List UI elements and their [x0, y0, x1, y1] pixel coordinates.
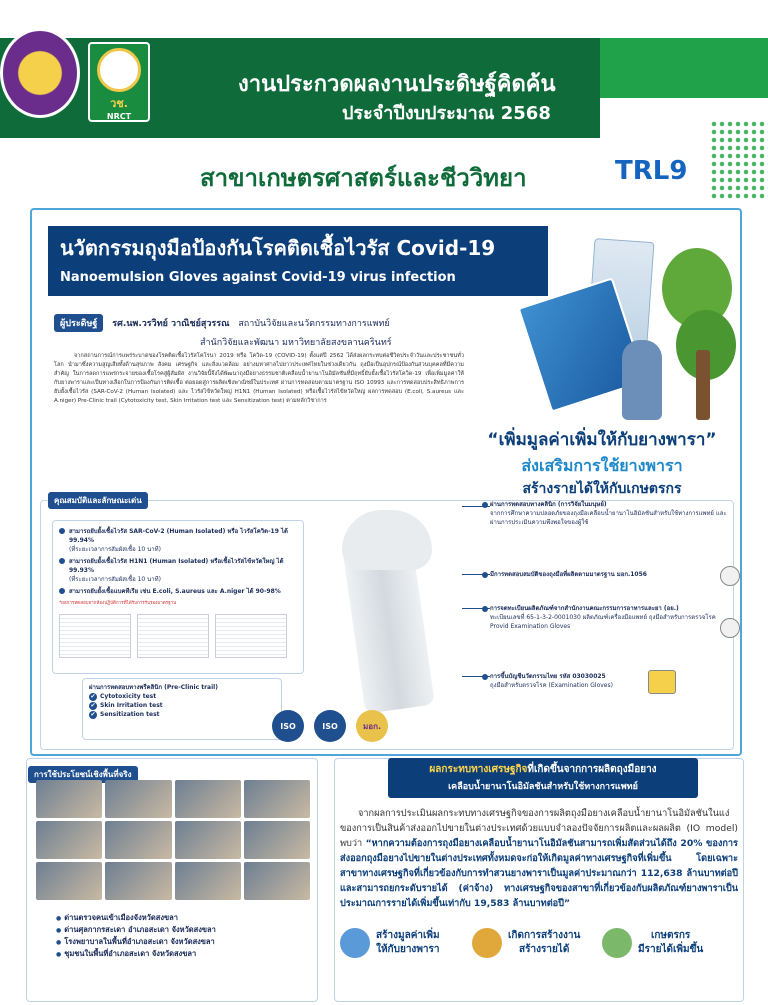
right-feature-title: การจดทะเบียนผลิตภัณฑ์จากสำนักงานคณะกรรมการอาหารและยา (อย.) [490, 605, 679, 612]
economic-text: จากผลการประเมินผลกระทบทางเศรษฐกิจของการผลิตถุงมือยางเคลือบน้ำยานาโนอิมัลชันในแง่ของการเป็นสินค้าส่งออกไปขายในต่างประเทศด้วยแบบจำลองปัจจัยการผลิตและผลผลิต (IO model) พบว่า [340, 808, 738, 849]
money-icon [472, 928, 502, 958]
right-feature-title: มีการทดสอบสมบัติของถุงมือที่ผลิตตามมาตรฐาน มอก.1056 [490, 571, 647, 578]
usage-photo [36, 862, 102, 900]
benefit-line1: เกษตรกร [650, 930, 691, 941]
inventor-org1: สถาบันวิจัยและนวัตกรรมทางการแพทย์ [238, 319, 390, 329]
usage-photo [105, 862, 171, 900]
right-feature-item [490, 500, 730, 527]
header-title-line1: งานประกวดผลงานประดิษฐ์คิดค้น [238, 72, 556, 97]
feature-main: สามารถยับยั้งเชื้อไวรัส SAR-CoV-2 (Human Isolated) หรือ ไวรัสโควิด-19 ได้ 99.94% [69, 528, 288, 544]
right-feature-item [490, 570, 730, 579]
features-note: *ผลการทดสอบจากห้องปฏิบัติการที่ได้รับการรับรองมาตรฐาน [59, 601, 177, 606]
feature-item [59, 587, 297, 596]
usage-photo [36, 780, 102, 818]
report-thumbnail [137, 614, 209, 658]
inventor-block [54, 314, 454, 349]
usage-photo [244, 780, 310, 818]
thai-innovation-logo-icon [648, 670, 676, 694]
usage-place: ● ชุมชนในพื้นที่อำเภอสะเดา จังหวัดสงขลา [56, 948, 216, 960]
tisi-mark-icon [720, 566, 740, 586]
usage-photo [175, 780, 241, 818]
preclinic-title: ผ่านการทดสอบทางพรีคลินิก (Pre-Clinic trail) [89, 684, 218, 691]
gloved-hand-image [312, 510, 462, 710]
usage-place: ● ด่านศุลกากรสะเดา อำเภอสะเดา จังหวัดสงขลา [56, 924, 216, 936]
benefit-line2: สร้างรายได้ [518, 944, 570, 955]
economic-title-highlight: ผลกระทบทางเศรษฐกิจ [429, 764, 528, 775]
usage-photo-grid [36, 780, 310, 900]
inventor-name: รศ.นพ.วรวิทย์ วาณิชย์สุวรรณ [112, 319, 230, 329]
right-feature-title: ผ่านการทดสอบทางคลินิก (การวิจัยในมนุษย์) [490, 501, 607, 508]
feature-sub: (ที่ระยะเวลาการสัมผัสเชื้อ 10 นาที) [69, 576, 161, 583]
header-bar-accent [600, 38, 768, 98]
usage-photo [175, 862, 241, 900]
glove-fingers [342, 510, 432, 570]
tisi-logo-icon: มอก. [356, 710, 388, 742]
benefit-item [472, 928, 580, 958]
right-feature-text: จากการศึกษาความปลอดภัยของถุงมือเคลือบน้ำยานาโนอิมัลชันสำหรับใช้ทางการแพทย์ และผ่านการประเมินความพึงพอใจของผู้ใช้ [490, 510, 727, 526]
right-feature-text: ถุงมือสำหรับตรวจโรค (Examination Gloves) [490, 682, 613, 689]
nrct-logo [88, 42, 150, 122]
category-subtitle: สาขาเกษตรศาสตร์และชีววิทยา [200, 164, 527, 192]
preclinic-item: ✔ Cytotoxicity test [89, 692, 275, 701]
nrct-logo-sub: NRCT [106, 112, 132, 121]
university-logo [0, 28, 80, 118]
feature-sub: (ที่ระยะเวลาการสัมผัสเชื้อ 10 นาที) [69, 546, 161, 553]
feature-item [59, 557, 297, 584]
iso-logo-icon: ISO [314, 710, 346, 742]
economic-title-rest: ที่เกิดขึ้นจากการผลิตถุงมือยาง [527, 764, 657, 775]
economic-title [388, 758, 698, 798]
usage-photo [105, 780, 171, 818]
header-title-line2: ประจำปีงบประมาณ 2568 [342, 103, 551, 124]
rubber-icon [340, 928, 370, 958]
slogan-sub2: สร้างรายได้ให้กับเกษตรกร [522, 481, 682, 497]
fda-logo-icon [720, 618, 740, 638]
economic-text-highlight: “หากความต้องการถุงมือยางเคลือบน้ำยานาโนอิมัลชันสามารถเพิ่มสัดส่วนได้ถึง 20% ของการส่งออกถุงมือยางไปขายในต่างประเทศทั้งหมดจะก่อให้เกิดมูลค่าทางเศรษฐกิจที่เพิ่มขึ้น โดยเฉพาะสาขาทางเศรษฐกิจที่เกี่ยวข้องกับการทำสวนยางพาราเป็นมูลค่าประมาณกว่า 112,638 ล้านบาทต่อปี และสามารถยกระดับรายได้ (ค่าจ้าง) ทางเศรษฐกิจของสาขาที่เกี่ยวข้องกับผลิตภัณฑ์ยางพาราเป็นประมาณการรายได้เพิ่มขึ้นเท่ากับ 19,583 ล้านบาทต่อปี” [340, 838, 738, 909]
report-thumbnail [59, 614, 131, 658]
iso-logo-icon: ISO [272, 710, 304, 742]
product-image [482, 240, 732, 420]
benefit-item [340, 928, 440, 958]
benefit-line1: เกิดการสร้างงาน [508, 930, 581, 941]
right-feature-item [490, 672, 730, 690]
report-thumbnail [215, 614, 287, 658]
certification-logos [272, 710, 388, 742]
nrct-logo-text: วช. [110, 97, 128, 110]
benefit-line2: มีรายได้เพิ่มขึ้น [638, 944, 704, 955]
poster-title-th: นวัตกรรมถุงมือป้องกันโรคติดเชื้อไวรัส Covid-19 [60, 236, 496, 260]
right-feature-title: การขึ้นบัญชีนวัตกรรมไทย รหัส 03030025 [490, 673, 606, 680]
usage-tag: การใช้ประโยชน์เชิงพื้นที่จริง [28, 766, 138, 783]
header [0, 0, 768, 150]
usage-photo [244, 862, 310, 900]
benefit-line2: ให้กับยางพารา [376, 944, 440, 955]
economic-paragraph [340, 806, 738, 911]
usage-place: ● โรงพยาบาลในพื้นที่อำเภอสะเดา จังหวัดสงขลา [56, 936, 216, 948]
preclinic-item: ✔ Sensitization test [89, 710, 275, 719]
antiviral-box [52, 520, 304, 674]
usage-place: ● ด่านตรวจคนเข้าเมืองจังหวัดสงขลา [56, 912, 216, 924]
inventor-org2: สำนักวิจัยและพัฒนา มหาวิทยาลัยสงขลานครินทร์ [200, 338, 392, 348]
benefit-item [602, 928, 703, 958]
slogan-main: “เพิ่มมูลค่าเพิ่มให้กับยางพารา” [487, 430, 717, 450]
right-feature-item [490, 604, 730, 631]
slogan-sub1: ส่งเสริมการใช้ยางพารา [521, 456, 683, 475]
nrct-emblem-icon [97, 48, 141, 92]
economic-title-line2: เคลือบน้ำยานาโนอิมัลชันสำหรับใช้ทางการแพทย์ [448, 782, 638, 792]
trl-badge: TRL9 [615, 156, 688, 186]
test-report-thumbnails [59, 614, 297, 658]
usage-photo [36, 821, 102, 859]
poster [30, 208, 742, 756]
usage-photo [175, 821, 241, 859]
usage-photo [105, 821, 171, 859]
feature-main: สามารถยับยั้งเชื้อไวรัส H1N1 (Human Isolated) หรือเชื้อไวรัสไข้หวัดใหญ่ ได้ 99.93% [69, 558, 284, 574]
features-tag: คุณสมบัติและลักษณะเด่น [48, 492, 148, 509]
benefit-line1: สร้างมูลค่าเพิ่ม [376, 930, 440, 941]
feature-item [59, 527, 297, 554]
usage-places-list [56, 912, 216, 960]
poster-title-block [48, 226, 548, 296]
decorative-dots [710, 120, 768, 200]
usage-photo [244, 821, 310, 859]
farmer-figure [622, 340, 662, 420]
farmer-icon [602, 928, 632, 958]
tree-trunk [696, 350, 710, 420]
right-feature-text: ทะเบียนเลขที่ 65-1-3-2-0001030 ผลิตภัณฑ์เครื่องมือแพทย์ ถุงมือสำหรับการตรวจโรค Provid Examination Gloves [490, 614, 716, 630]
feature-main: สามารถยับยั้งเชื้อแบคทีเรีย เช่น E.coli, S.aureus และ A.niger ได้ 90-98% [69, 588, 281, 595]
preclinic-box [82, 678, 282, 740]
poster-title-en: Nanoemulsion Gloves against Covid-19 virus infection [60, 270, 456, 285]
intro-paragraph: จากสถานการณ์การแพร่ระบาดของโรคติดเชื้อไวรัสโคโรนา 2019 หรือ โควิด-19 (COVID-19) ตั้งแต่ปี 2562 ได้ส่งผลกระทบต่อชีวิตประจำวันและประชาชนทั่วโลก นำมาซึ่งความสูญเสียทั้งด้านสุขภาพ สังคม เศรษฐกิจ และสิ่งแวดล้อม อย่างมหาศาลไปยาวประเทศไทยในช่วงเดียวกัน ถุงมือเป็นอุปกรณ์ป้องกันส่วนบุคคลที่มีความสำคัญ ในการลดการแพร่กระจายของเชื้อโรคสู่ผู้สัมผัส งานวิจัยนี้จึงได้พัฒนาถุงมือยางธรรมชาติเคลือบน้ำยานาโนอิมัลชันที่มีฤทธิ์ยับยั้งเชื้อไวรัสโควิด-19 เพื่อเพิ่มมูลค่าให้กับยางพาราและเป็นทางเลือกในการป้องกันการติดเชื้อ ต่อยอดสู่การผลิตเชิงพาณิชย์ในประเทศ ผ่านการทดสอบตามมาตรฐาน ISO 10993 และการทดสอบประสิทธิภาพการยับยั้งเชื้อไวรัส (SAR-CoV-2 (Human Isolated) และ ไวรัสไข้หวัดใหญ่ H1N1 (Human Isolated) หรือเชื้อไวรัสไข้หวัดใหญ่ ผลการทดสอบ (E.coli, S.aureus และ A.niger) Pre-Clinic trail (Cytotoxicity test, Skin Irritation test และ Sensitization test) ตามหลักวิชาการ [54, 353, 464, 404]
preclinic-item: ✔ Skin Irritation test [89, 701, 275, 710]
inventor-tag: ผู้ประดิษฐ์ [54, 314, 103, 332]
